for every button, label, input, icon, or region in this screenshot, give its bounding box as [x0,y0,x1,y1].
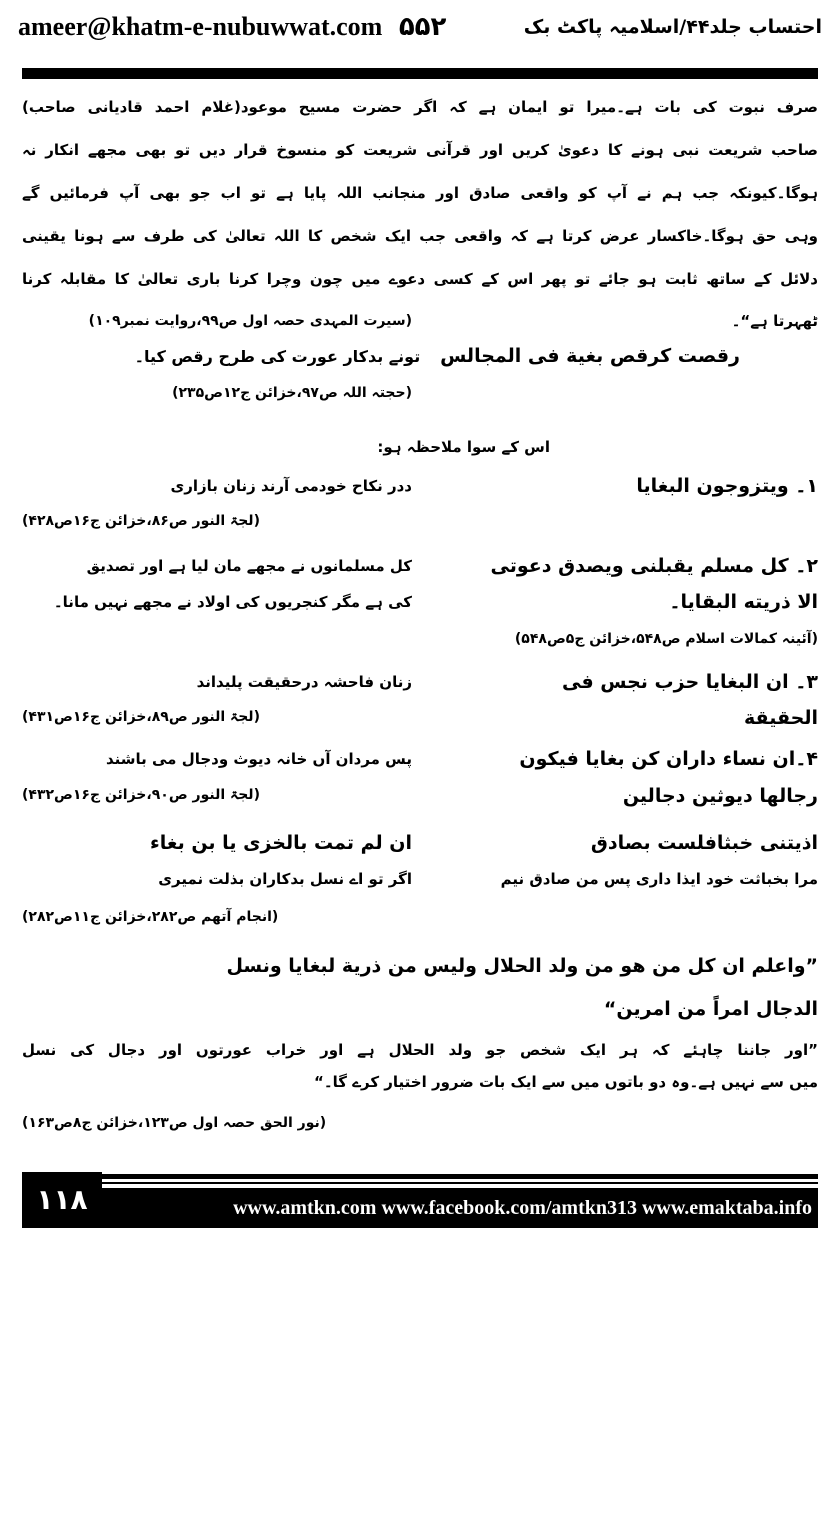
quote2-arabic: الدجال امراً من امرین“ [603,998,818,1020]
citation: (حجتہ اللہ ص۹۷،خزائن ج۱۲ص۲۳۵) [172,385,412,401]
footer-urls: www.amtkn.com www.facebook.com/amtkn313 www.emaktaba.info [102,1188,818,1228]
poem-arabic-left: ان لم تمت بالخزی یا بن بغاء [150,832,412,854]
item-2-arabic: الا ذریته البقایا۔ [669,591,818,613]
item-4-urdu: پس مردان آں خانہ دیوث ودجال می باشند [105,750,412,768]
paragraph-last-line: ٹھہرتا ہے“۔ [731,312,818,330]
book-title: احتساب جلد۴۴/اسلامیہ پاکٹ بک [523,16,822,38]
item-2-arabic: ۲۔ کل مسلم یقبلنی ویصدق دعوتی [490,555,818,577]
citation: (لجۃ النور ص۹۰،خزائن ج۱۶ص۴۳۲) [22,787,260,803]
book-page-number: ۵۵۲ [398,12,447,42]
paragraph-line: صاحب شریعت نبی ہونے کا دعویٰ کریں اور قرآنی شریعت کو منسوخ قرار دیں تو بھی مجھے انکار نہ [22,141,818,159]
citation: (لجۃ النور ص۸۹،خزائن ج۱۶ص۴۳۱) [22,709,260,725]
poem-persian-left: اگر تو اے نسل بدکاران بذلت نمیری [158,870,412,888]
citation: (آئینہ کمالات اسلام ص۵۴۸،خزائن ج۵ص۵۴۸) [514,631,818,647]
paragraph-line: ہوگا۔کیونکہ جب ہم نے آپ کو واقعی صادق اور منجانب اللہ پایا ہے تو اب جو بھی آپ فرمائیں گے [22,184,818,202]
quote1-arabic: رقصت کرقص بغیة فی المجالس [440,345,740,367]
footer-page-number: ۱۱۸ [22,1172,102,1228]
header-email-and-page [18,12,446,42]
poem-arabic-right: اذیتنی خبثافلست بصادق [590,832,818,854]
paragraph-line: صرف نبوت کی بات ہے۔میرا تو ایمان ہے کہ اگر حضرت مسیح موعود(غلام احمد قادیانی صاحب) [22,98,818,116]
citation: (لجۃ النور ص۸۶،خزائن ج۱۶ص۴۲۸) [22,513,260,529]
item-1-arabic: ۱۔ ویتزوجون البغایا [636,475,818,497]
footer-rule [102,1182,818,1184]
footer-rule [102,1174,818,1179]
quote2-urdu: میں سے نہیں ہے۔وہ دو باتوں میں سے ایک بات ضرور اختیار کرے گا۔“ [313,1073,818,1091]
quote2-arabic: ”واعلم ان کل من هو من ولد الحلال ولیس من ذریة لبغایا ونسل [226,955,818,977]
header-rule [22,68,818,79]
item-3-arabic: ۳۔ ان البغایا حزب نجس فی [561,671,818,693]
item-3-urdu: زنان فاحشہ درحقیقت پلیداند [196,673,412,691]
intro-text: اس کے سوا ملاحظہ ہو: [377,438,550,456]
quote2-urdu: ”اور جاننا چاہئے کہ ہر ایک شخص جو ولد الحلال ہے اور خراب عورتوں اور دجال کی نسل [22,1041,818,1059]
quote1-urdu: تونے بدکار عورت کی طرح رقص کیا۔ [134,347,421,366]
item-4-arabic: ۴۔ان نساء داران کن بغایا فیکون [519,748,818,770]
paragraph-line: وہی حق ہوگا۔خاکسار عرض کرتا ہے کہ واقعی جب ایک شخص کا اللہ تعالیٰ کی طرف سے ہونا یقینی [22,227,818,245]
item-2-urdu: کل مسلمانوں نے مجھے مان لیا ہے اور تصدیق [86,557,412,575]
citation: (نور الحق حصہ اول ص۱۲۳،خزائن ج۸ص۱۶۳) [22,1115,327,1131]
item-1-urdu: ددر نکاح خودمی آرند زنان بازاری [170,477,412,495]
citation: (انجام آتھم ص۲۸۲،خزائن ج۱۱ص۲۸۲) [22,909,279,925]
item-3-arabic: الحقیقة [744,707,818,729]
quote1 [22,340,740,373]
header-email: ameer@khatm-e-nubuwwat.com [18,12,383,41]
item-2-urdu: کی ہے مگر کنجریوں کی اولاد نے مجھے نہیں مانا۔ [53,593,412,611]
citation: (سیرت المہدی حصہ اول ص۹۹،روایت نمبر۱۰۹) [88,313,412,329]
item-4-arabic: رجالها دیوثین دجالین [622,785,818,807]
poem-persian-right: مرا بخباثت خود ایذا داری پس من صادق نیم [500,870,818,888]
paragraph-line: دلائل کے ساتھ ثابت ہو جائے تو پھر اس کے کسی دعوے میں چون وچرا کرنا باری تعالیٰ کا مقابلہ کرنا [22,270,818,288]
